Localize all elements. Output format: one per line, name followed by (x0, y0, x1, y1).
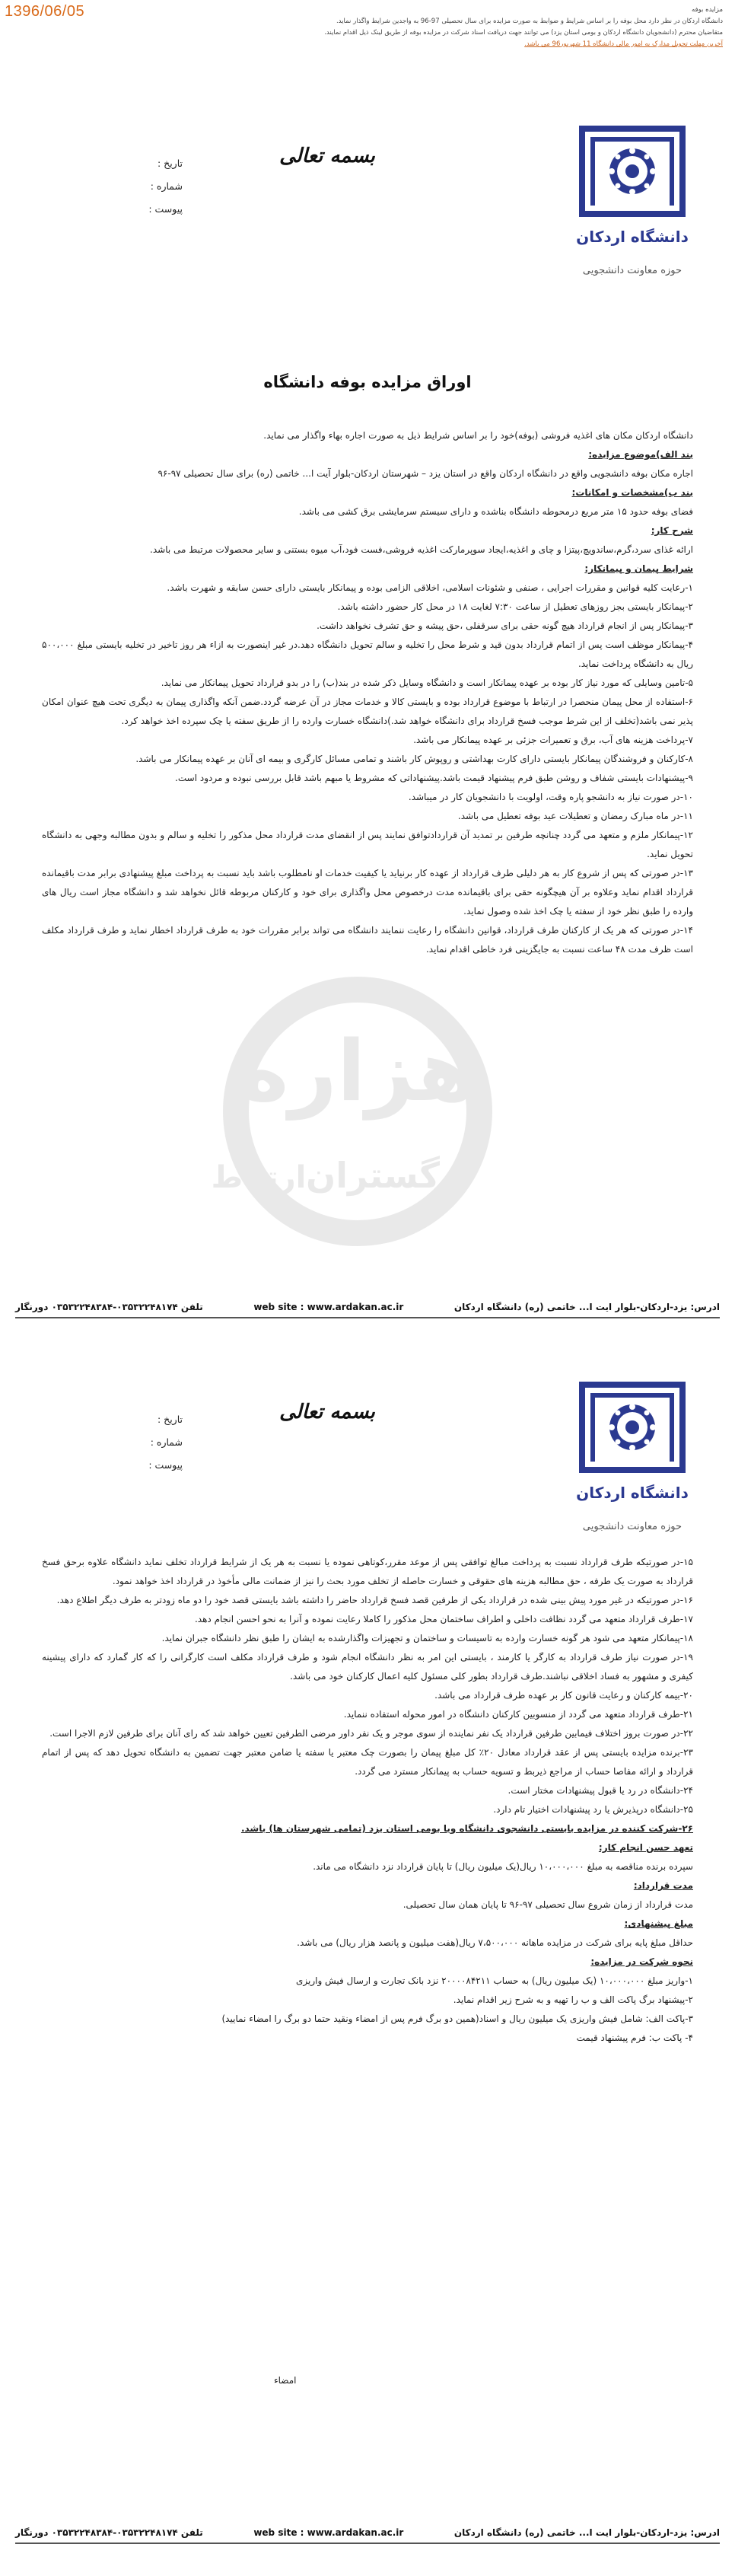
section-heading: بند ب)مشخصات و امکانات: (571, 487, 693, 498)
body-paragraph: سپرده برنده مناقصه به مبلغ ۱۰،۰۰۰،۰۰۰ ریال(یک میلیون ریال) تا پایان قرارداد نزد دانشگاه می ماند. (313, 1861, 693, 1872)
body-paragraph: ۴-پیمانکار موظف است پس از اتمام قرارداد بدون قید و شرط محل را تخلیه و سالم تحویل دانشگاه دهد.در غیر اینصورت به ازاء هر روز تاخیر در تخلیه بایستی مبلغ ۵۰۰،۰۰۰ ریال به دانشگاه پرداخت نماید. (42, 639, 693, 669)
meta-number-label: شماره : (150, 1436, 183, 1448)
body-paragraph: ۲-پیشنهاد برگ پاکت الف و ب را تهیه و به شرح زیر اقدام نماید. (453, 1994, 693, 2005)
footer-address: ادرس: یزد-اردکان-بلوار ایت ا... خاتمی (ره) دانشگاه اردکان (453, 1302, 720, 1312)
footer-website[interactable]: web site : www.ardakan.ac.ir (253, 2527, 404, 2538)
logo-caption: حوزه معاونت دانشجویی (582, 1521, 682, 1532)
university-logo (575, 1378, 689, 1519)
body-paragraph: ۱۲-پیمانکار ملزم و متعهد می گردد چنانچه طرفین بر تمدید آن قراردادتوافق نمایند پس از انقضای مدت قرارداد محل مذکور را تخلیه و سالم و بدون مطالبه وجهی به دانشگاه تحویل نماید. (42, 830, 693, 859)
body-paragraph: ۱-واریز مبلغ ۱۰،۰۰۰،۰۰۰ (یک میلیون ریال) به حساب ۲۰۰۰۰۸۴۲۱۱ نزد بانک تجارت و ارسال فیش واریزی (295, 1975, 693, 1986)
section-heading: مدت قرارداد: (633, 1880, 693, 1891)
footer-website[interactable]: web site : www.ardakan.ac.ir (253, 1302, 404, 1312)
tender-notice-line: مزایده بوفه (692, 6, 723, 14)
page1-footer (15, 1302, 720, 1318)
body-paragraph: ۲۲-در صورت بروز اختلاف فیمابین طرفین قرارداد یک نفر نماینده از سوی موجر و یک نفر داور مرضی الطرفین تعیین خواهد شد که رای آنان برای طرفین لازم الاجرا است. (49, 1728, 693, 1739)
meta-number-label: شماره : (150, 180, 183, 192)
body-paragraph: ۲۰-بیمه کارکنان و رعایت قانون کار بر عهده طرف قرارداد می باشد. (434, 1690, 693, 1701)
body-paragraph: ۲۳-برنده مزایده بایستی پس از عقد قرارداد معادل ۲۰٪ کل مبلغ پیمان را بصورت چک معتبر یا سفته یا ضامن معتبر جهت تضمین به دانشگاه تحویل دهد که پس از اتمام قرارداد و ارائه مفاصا حساب از مراجع ذیربط و تسویه حساب به پیمانکار مسترد می گردد. (42, 1747, 693, 1777)
body-paragraph: ۱۹-در صورت نیاز طرف قرارداد به کارگر یا کارمند ، بایستی این امر به نظر دانشگاه انجام شود و طرف قرارداد مکلف است کارگرانی را که کار گمارد که دارای پیشینه کیفری و مشهور به فساد اخلاقی نباشند.طرف قرارداد بطور کلی مسئول کلیه اعمال کارکنان خود می باشد. (42, 1652, 693, 1682)
tender-notice (145, 5, 723, 50)
watermark-text: ارتباط (211, 1160, 307, 1195)
footer-address: ادرس: یزد-اردکان-بلوار ایت ا... خاتمی (ره) دانشگاه اردکان (453, 2527, 720, 2538)
body-paragraph: ۷-پرداخت هزینه های آب، برق و تعمیرات جزئی بر عهده پیمانکار می باشد. (413, 735, 693, 745)
signature-label: امضاء (274, 2375, 297, 2386)
letter-meta (91, 1408, 183, 1477)
watermark-logo (145, 959, 571, 1279)
body-paragraph: ۱۴-در صورتی که هر یک از کارکنان طرف قرارداد، قوانین دانشگاه را رعایت ننمایند دانشگاه می تواند برابر مقررات خود به طرف قرارداد اخطار نماید و طرف قرارداد مکلف است ظرف مدت ۴۸ ساعت نسبت به جایگزینی فرد خاطی اقدام نماید. (42, 925, 693, 955)
body-paragraph: ۱۶-در صورتیکه در غیر مورد پیش بینی شده در قرارداد یکی از طرفین قصد فسخ قرارداد حاضر را داشته باشد بایستی قصد خود را دو ماه زودتر به طرف دیگر اطلاع دهد. (56, 1595, 693, 1605)
footer-phone: تلفن ۰۳۵۳۲۲۴۸۱۷۴-۰۳۵۳۲۲۴۸۳۸۴ دورنگار (15, 1302, 203, 1312)
body-paragraph: ۴- پاکت ب: فرم پیشنهاد قیمت (576, 2032, 693, 2043)
section-heading: تعهد حسن انجام کار: (598, 1842, 693, 1853)
tender-notice-link[interactable]: آخرین مهلت تحویل مدارک به امور مالی دانشگاه 11 شهریور96 می باشد. (524, 40, 723, 48)
body-paragraph: فضای بوفه حدود ۱۵ متر مربع درمحوطه دانشگاه بناشده و دارای سیستم سرمایشی برق کشی می باشد. (298, 506, 693, 517)
body-paragraph: ۱۳-در صورتی که پس از شروع کار به هر دلیلی طرف قرارداد از عهده کار برنیاید یا کیفیت خدمات او نامطلوب باشد باید نسبت به پرداخت مبلغ پیشنهادی برابر مدت باقیمانده قرارداد اقدام نماید وعلاوه بر آن هیچگونه حقی برای باقیمانده مدت درخصوص محل واگذاری برای خود و کارکنان مربوطه قائل نخواهد شد و دانشگاه مجاز است ریال های وارده را طبق نظر خود از سفته یا چک اخذ شده وصول نماید. (42, 868, 693, 917)
watermark-text: هزاره (239, 1022, 476, 1120)
svg-text:دانشگاه اردکان: دانشگاه اردکان (576, 1484, 689, 1502)
body-paragraph: ارائه غذای سرد،گرم،ساندویچ،پیتزا و چای و اغذیه،ایجاد سوپرمارکت اغذیه فروشی،فست فود،آب میوه بستنی و سایر محصولات مرتبط می باشد. (150, 544, 693, 555)
body-paragraph: ۱۰-در صورت نیاز به دانشجو پاره وقت، اولویت با دانشجویان کار در میباشد. (408, 792, 693, 802)
meta-date-label: تاریخ : (157, 1414, 183, 1425)
bismillah-heading: بسمه تعالی (279, 145, 375, 167)
body-paragraph: ۱۷-طرف قرارداد متعهد می گردد نظافت داخلی و اطراف ساختمان محل مذکور را کاملا رعایت نموده و آنرا به نحو احسن انجام دهد. (194, 1614, 693, 1624)
body-paragraph: ۱۱-در ماه مبارک رمضان و تعطیلات عید بوفه تعطیل می باشد. (457, 811, 693, 821)
letter-meta (91, 152, 183, 221)
meta-date-label: تاریخ : (157, 158, 183, 169)
body-paragraph: ۱۸-پیمانکار متعهد می شود هر گونه خسارت وارده به تاسیسات و ساختمان و تجهیزات واگذارشده به ایشان را طبق نظر دانشگاه جبران نماید. (161, 1633, 693, 1643)
meta-attachment-label: پیوست : (148, 1459, 183, 1471)
section-heading: شرایط پیمان و پیمانکار: (584, 563, 693, 574)
page2-body (42, 1553, 693, 2048)
body-paragraph: ۸-کارکنان و فروشندگان پیمانکار بایستی دارای کارت بهداشتی و روپوش کار باشند و تمامی مسائل کارگری و بیمه ای آنان بر عهده پیمانکار می باشد. (135, 754, 693, 764)
page1-body (42, 426, 693, 959)
body-paragraph: اجاره مکان بوفه دانشجویی واقع در دانشگاه اردکان واقع در استان یزد – شهرستان اردکان-بلوار آیت ا... خاتمی (ره) برای سال تحصیلی ۹۷-۹۶ (158, 468, 693, 479)
body-paragraph: ۱-رعایت کلیه قوانین و مقررات اجرایی ، صنفی و شئونات اسلامی، اخلاقی الزامی بوده و پیمانکار بایستی دارای حسن سابقه و شهرت باشد. (167, 582, 693, 593)
document-date: 1396/06/05 (5, 3, 85, 20)
body-paragraph: ۵-تامین وسایلی که مورد نیاز کار بوده بر عهده پیمانکار است و دانشگاه وسایل ذکر شده در بند(ب) را در بدو قرارداد تحویل پیمانکار می نماید. (161, 677, 693, 688)
body-paragraph: حداقل مبلغ پایه برای شرکت در مزایده ماهانه ۷،۵۰۰،۰۰۰ ریال(هفت میلیون و پانصد هزار ریال) می باشد. (297, 1937, 693, 1948)
page-2 (0, 1370, 735, 2573)
section-heading: مبلغ پیشنهادی: (624, 1918, 693, 1929)
footer-phone: تلفن ۰۳۵۳۲۲۴۸۱۷۴-۰۳۵۳۲۲۴۸۳۸۴ دورنگار (15, 2527, 203, 2538)
tender-notice-line: دانشگاه اردکان در نظر دارد محل بوفه را بر اساس شرایط و ضوابط به صورت مزایده برای سال تحصیلی 97-96 به واجدین شرایط واگذار نماید. (336, 18, 723, 25)
document-title: اوراق مزایده بوفه دانشگاه (263, 373, 472, 391)
university-logo (575, 122, 689, 263)
logo-caption: حوزه معاونت دانشجویی (582, 265, 682, 276)
section-heading: ۲۶-شرکت کننده در مزایده بایستی دانشجوی دانشگاه ویا بومی استان یزد (تمامی شهرستان ها) باشد. (240, 1823, 693, 1834)
body-paragraph: ۲۵-دانشگاه درپذیرش یا رد پیشنهادات اختیار تام دارد. (493, 1804, 693, 1815)
body-paragraph: ۶-استفاده از محل پیمان منحصرا در ارتباط با موضوع قرارداد بوده و بایستی کالا و خدمات مجاز در آن عرضه گردد.ضمن آنکه واگذاری پیمان به دیگری تحت هیچ عنوان امکان پذیر نمی باشد(تخلف از این شرط موجب فسخ قرارداد برای دانشگاه خواهد شد.)دانشگاه خسارت وارده را از طریق سفته یا چک سپرده اخذ خواهد کرد. (42, 697, 693, 726)
section-heading: بند الف)موضوع مزایده: (588, 449, 693, 460)
body-paragraph: ۳-پیمانکار پس از انجام قرارداد هیچ گونه حقی برای سرقفلی ،حق پیشه و حق تشرف نخواهد داشت. (317, 620, 693, 631)
page-1 (0, 114, 735, 1363)
body-paragraph: ۱۵-در صورتیکه طرف قرارداد نسبت به پرداخت مبالغ توافقی پس از موعد مقرر،کوتاهی نموده یا نسبت به هر یک از شرایط قرارداد تخلف نماید دانشگاه علاوه برحق فسخ قرارداد به صورت یک طرفه ، حق مطالبه هزینه های حقوقی و خسارت حاصله از تخلف مورد بحث را نیز از ضمانت مالی مأخوذ در قرارداد اخذ خواهد نمود. (42, 1557, 693, 1586)
body-paragraph: ۲-پیمانکار بایستی بجز روزهای تعطیل از ساعت ۷:۳۰ لغایت ۱۸ در محل کار حضور داشته باشد. (337, 601, 693, 612)
section-heading: نحوه شرکت در مزایده: (590, 1956, 693, 1967)
section-heading: شرح کار: (651, 525, 693, 536)
watermark-text: گستران (306, 1155, 440, 1196)
body-paragraph: ۲۴-دانشگاه در رد یا قبول پیشنهادات مختار است. (508, 1785, 693, 1796)
body-paragraph: مدت قرارداد از زمان شروع سال تحصیلی ۹۷-۹۶ تا پایان همان سال تحصیلی. (402, 1899, 693, 1910)
body-paragraph: ۲۱-طرف قرارداد متعهد می گردد از منسوبین کارکنان دانشگاه در امور محوله استفاده ننماید. (343, 1709, 693, 1720)
meta-attachment-label: پیوست : (148, 203, 183, 215)
body-paragraph: ۳-پاکت الف: شامل فیش واریزی یک میلیون ریال و اسناد(همین دو برگ فرم پس از امضاء ونقید حتما دو برگ را امضاء نمایید) (221, 2013, 693, 2024)
bismillah-heading: بسمه تعالی (279, 1401, 375, 1423)
page2-footer (15, 2527, 720, 2544)
body-paragraph: دانشگاه اردکان مکان های اغذیه فروشی (بوفه)خود را بر اساس شرایط ذیل به صورت اجاره بهاء واگذار می نماید. (263, 430, 693, 441)
svg-text:دانشگاه اردکان: دانشگاه اردکان (576, 228, 689, 246)
tender-notice-line: متقاضیان محترم (دانشجویان دانشگاه اردکان و بومی استان یزد) می توانند جهت دریافت اسناد شرکت در مزایده بوفه از طریق لینک ذیل اقدام نمایند. (324, 29, 723, 37)
body-paragraph: ۹-پیشنهادات بایستی شفاف و روشن طبق فرم پیشنهاد قیمت باشد.پیشنهاداتی که مشروط یا مبهم باشد قابل بررسی نبوده و مردود است. (175, 773, 693, 783)
